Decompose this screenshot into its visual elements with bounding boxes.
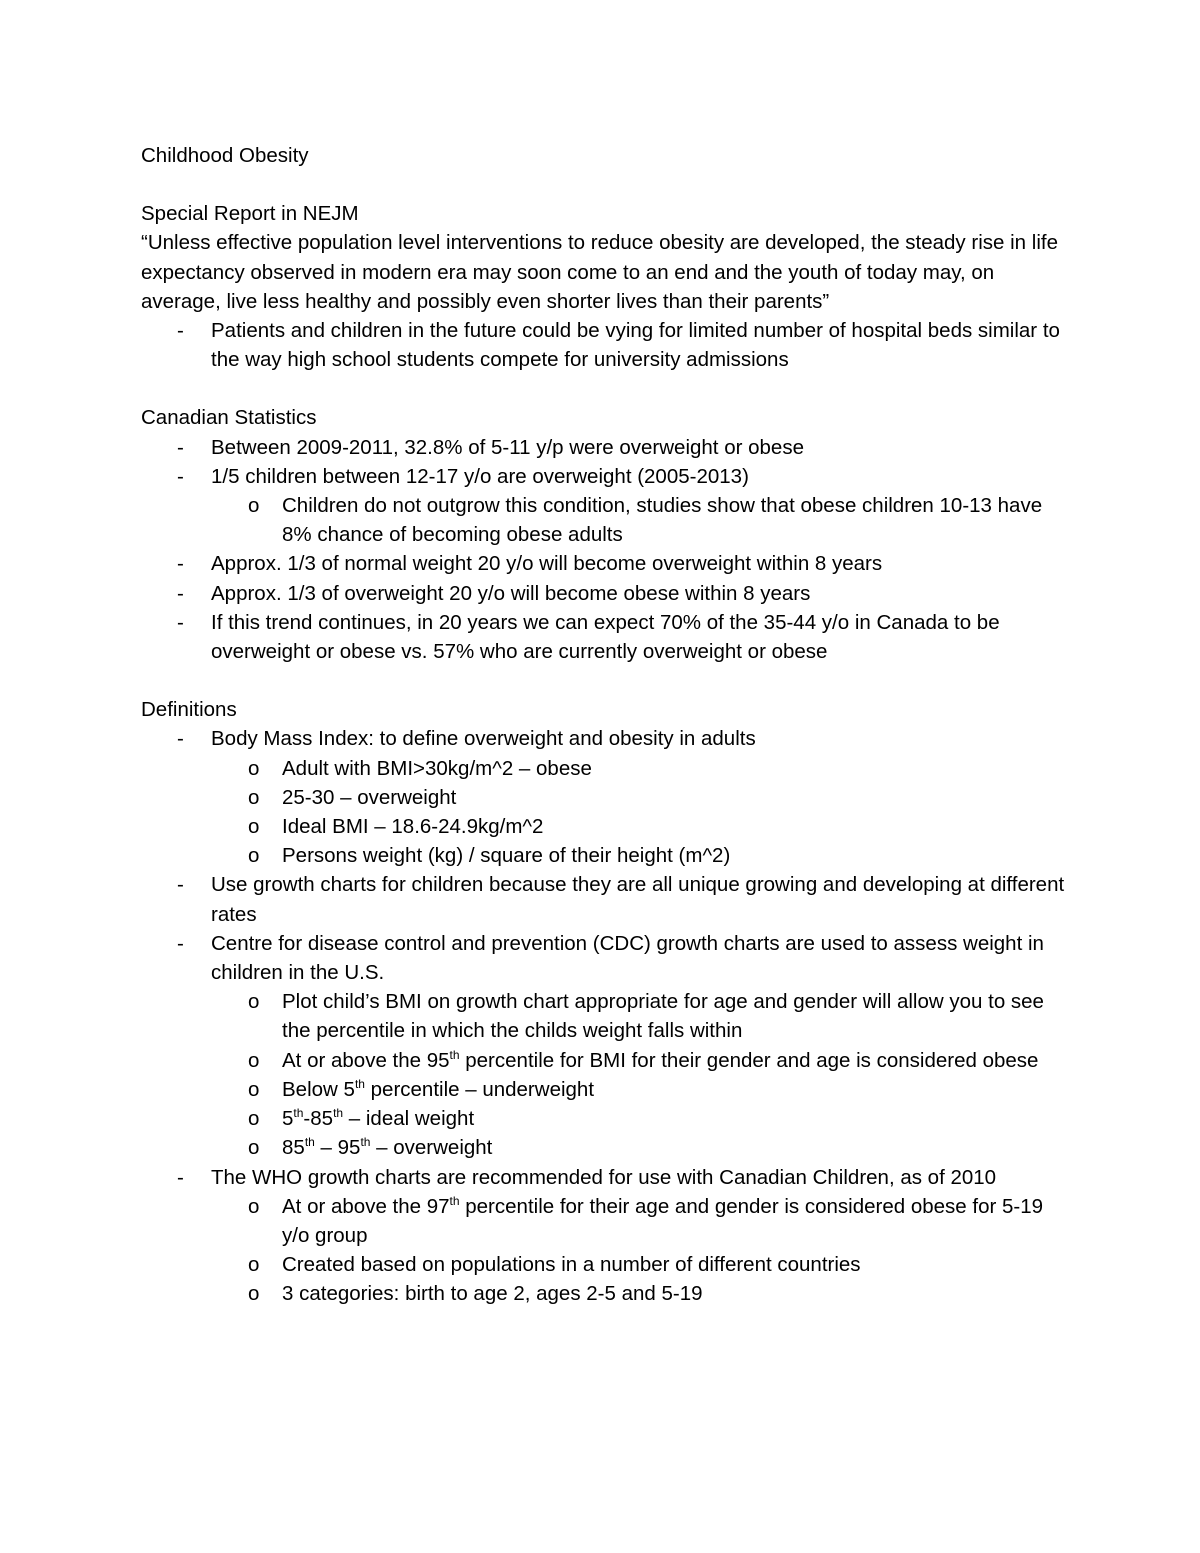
- spacer: [141, 666, 1071, 695]
- circle-bullet: o: [248, 815, 260, 839]
- bullet-text: Approx. 1/3 of overweight 20 y/o will become obese within 8 years: [211, 581, 811, 605]
- ordinal-suffix: th: [304, 1135, 315, 1150]
- sub-bullet-text: [282, 1078, 594, 1101]
- bullet-text: Approx. 1/3 of normal weight 20 y/o will become overweight within 8 years: [211, 552, 883, 576]
- circle-bullet: o: [248, 1107, 260, 1131]
- dash-bullet: -: [177, 581, 184, 605]
- sub-list: [211, 491, 1071, 549]
- sub-list-item: [211, 1250, 1071, 1279]
- sub-list-item: [211, 1046, 1071, 1075]
- bullet-text: Use growth charts for children because they are all unique growing and developing at different rates: [211, 873, 1065, 926]
- list-item: [141, 1163, 1071, 1309]
- text-run: Below 5: [282, 1077, 355, 1101]
- text-run: At or above the 97: [282, 1194, 450, 1218]
- text-run: 85: [282, 1136, 305, 1160]
- report-bullets: [141, 316, 1071, 374]
- sub-list-item: [211, 491, 1071, 549]
- circle-bullet: o: [248, 1282, 260, 1306]
- dash-bullet: -: [177, 1165, 184, 1189]
- dash-bullet: -: [177, 464, 184, 488]
- sub-list: [211, 987, 1071, 1162]
- text-run: – 95: [314, 1136, 361, 1160]
- bullet-text: Body Mass Index: to define overweight and obesity in adults: [211, 727, 756, 751]
- sub-bullet-text: [282, 1107, 474, 1130]
- dash-bullet: -: [177, 552, 184, 576]
- spacer: [141, 374, 1071, 403]
- list-item: [141, 929, 1071, 1163]
- ordinal-suffix: th: [333, 1106, 344, 1121]
- sub-list: [211, 754, 1071, 871]
- sub-list-item: [211, 841, 1071, 870]
- bullet-text: Patients and children in the future could be vying for limited number of hospital beds similar to the way high school students compete for university admissions: [211, 319, 1060, 372]
- sub-bullet-text: Adult with BMI>30kg/m^2 – obese: [282, 756, 592, 780]
- sub-bullet-text: Persons weight (kg) / square of their height (m^2): [282, 844, 731, 868]
- sub-bullet-text: Ideal BMI – 18.6-24.9kg/m^2: [282, 815, 544, 839]
- list-item: [141, 462, 1071, 550]
- bullet-text: 1/5 children between 12-17 y/o are overweight (2005-2013): [211, 464, 749, 488]
- bullet-text: If this trend continues, in 20 years we can expect 70% of the 35-44 y/o in Canada to be overweight or obese vs. 57% who are currently overweight or obese: [211, 610, 1000, 664]
- dash-bullet: -: [177, 319, 184, 343]
- bullet-text: Centre for disease control and prevention (CDC) growth charts are used to assess weight in children in the U.S.: [211, 931, 1044, 985]
- ordinal-suffix: th: [449, 1047, 460, 1062]
- sub-bullet-text: [282, 1195, 1043, 1247]
- circle-bullet: o: [248, 1048, 260, 1072]
- dash-bullet: -: [177, 727, 184, 751]
- sub-list-item: [211, 1104, 1071, 1133]
- circle-bullet: o: [248, 1077, 260, 1101]
- circle-bullet: o: [248, 785, 260, 809]
- text-run: percentile for their age and gender is considered obese for 5-19 y/o group: [282, 1194, 1044, 1247]
- ordinal-suffix: th: [449, 1193, 460, 1208]
- sub-list-item: [211, 987, 1071, 1045]
- sub-bullet-text: Created based on populations in a number of different countries: [282, 1253, 861, 1277]
- list-item: [141, 579, 1071, 608]
- sub-list-item: [211, 1279, 1071, 1308]
- bullet-text: Between 2009-2011, 32.8% of 5-11 y/p were overweight or obese: [211, 435, 804, 459]
- circle-bullet: o: [248, 1194, 260, 1218]
- ordinal-suffix: th: [360, 1135, 371, 1150]
- definitions-heading: Definitions: [141, 698, 237, 722]
- sub-bullet-text: Children do not outgrow this condition, studies show that obese children 10-13 have 8% chance of becoming obese adults: [282, 494, 1043, 547]
- report-heading: Special Report in NEJM: [141, 202, 359, 226]
- sub-bullet-text: Plot child’s BMI on growth chart appropriate for age and gender will allow you to see the percentile in which the childs weight falls within: [282, 990, 1044, 1043]
- dash-bullet: -: [177, 931, 184, 955]
- circle-bullet: o: [248, 494, 260, 518]
- text-run: percentile – underweight: [364, 1077, 595, 1101]
- dash-bullet: -: [177, 610, 184, 634]
- ordinal-suffix: th: [354, 1077, 365, 1092]
- document-body: [141, 141, 1071, 1309]
- sub-bullet-text: [282, 1136, 492, 1159]
- report-quote: “Unless effective population level interventions to reduce obesity are developed, the steady rise in life expectancy observed in modern era may soon come to an end and the youth of today may, on average, live less healthy and possibly even shorter lives than their parents”: [141, 231, 1058, 313]
- circle-bullet: o: [248, 1136, 260, 1160]
- list-item: [141, 316, 1071, 374]
- list-item: [141, 433, 1071, 462]
- ordinal-suffix: th: [293, 1106, 304, 1121]
- sub-bullet-text: 3 categories: birth to age 2, ages 2-5 and 5-19: [282, 1282, 703, 1306]
- spacer: [141, 170, 1071, 199]
- sub-list-item: [211, 1075, 1071, 1104]
- document-title: Childhood Obesity: [141, 144, 309, 167]
- sub-list-item: [211, 812, 1071, 841]
- canadian-heading: Canadian Statistics: [141, 406, 317, 430]
- canadian-bullets: [141, 433, 1071, 667]
- definitions-bullets: [141, 724, 1071, 1308]
- circle-bullet: o: [248, 756, 260, 780]
- list-item: [141, 549, 1071, 578]
- bullet-text: The WHO growth charts are recommended for use with Canadian Children, as of 2010: [211, 1165, 997, 1189]
- circle-bullet: o: [248, 990, 260, 1014]
- sub-list-item: [211, 1133, 1071, 1162]
- text-run: -85: [303, 1107, 334, 1131]
- list-item: [141, 870, 1071, 928]
- circle-bullet: o: [248, 1253, 260, 1277]
- list-item: [141, 608, 1071, 666]
- text-run: – overweight: [370, 1136, 493, 1160]
- text-run: percentile for BMI for their gender and age is considered obese: [459, 1048, 1039, 1072]
- circle-bullet: o: [248, 844, 260, 868]
- list-item: [141, 724, 1071, 870]
- sub-list-item: [211, 754, 1071, 783]
- sub-list-item: [211, 1192, 1071, 1250]
- sub-list-item: [211, 783, 1071, 812]
- dash-bullet: -: [177, 435, 184, 459]
- sub-bullet-text: 25-30 – overweight: [282, 785, 457, 809]
- dash-bullet: -: [177, 873, 184, 897]
- text-run: 5: [282, 1107, 294, 1131]
- sub-list: [211, 1192, 1071, 1309]
- text-run: At or above the 95: [282, 1048, 450, 1072]
- text-run: – ideal weight: [343, 1107, 475, 1131]
- sub-bullet-text: [282, 1049, 1038, 1072]
